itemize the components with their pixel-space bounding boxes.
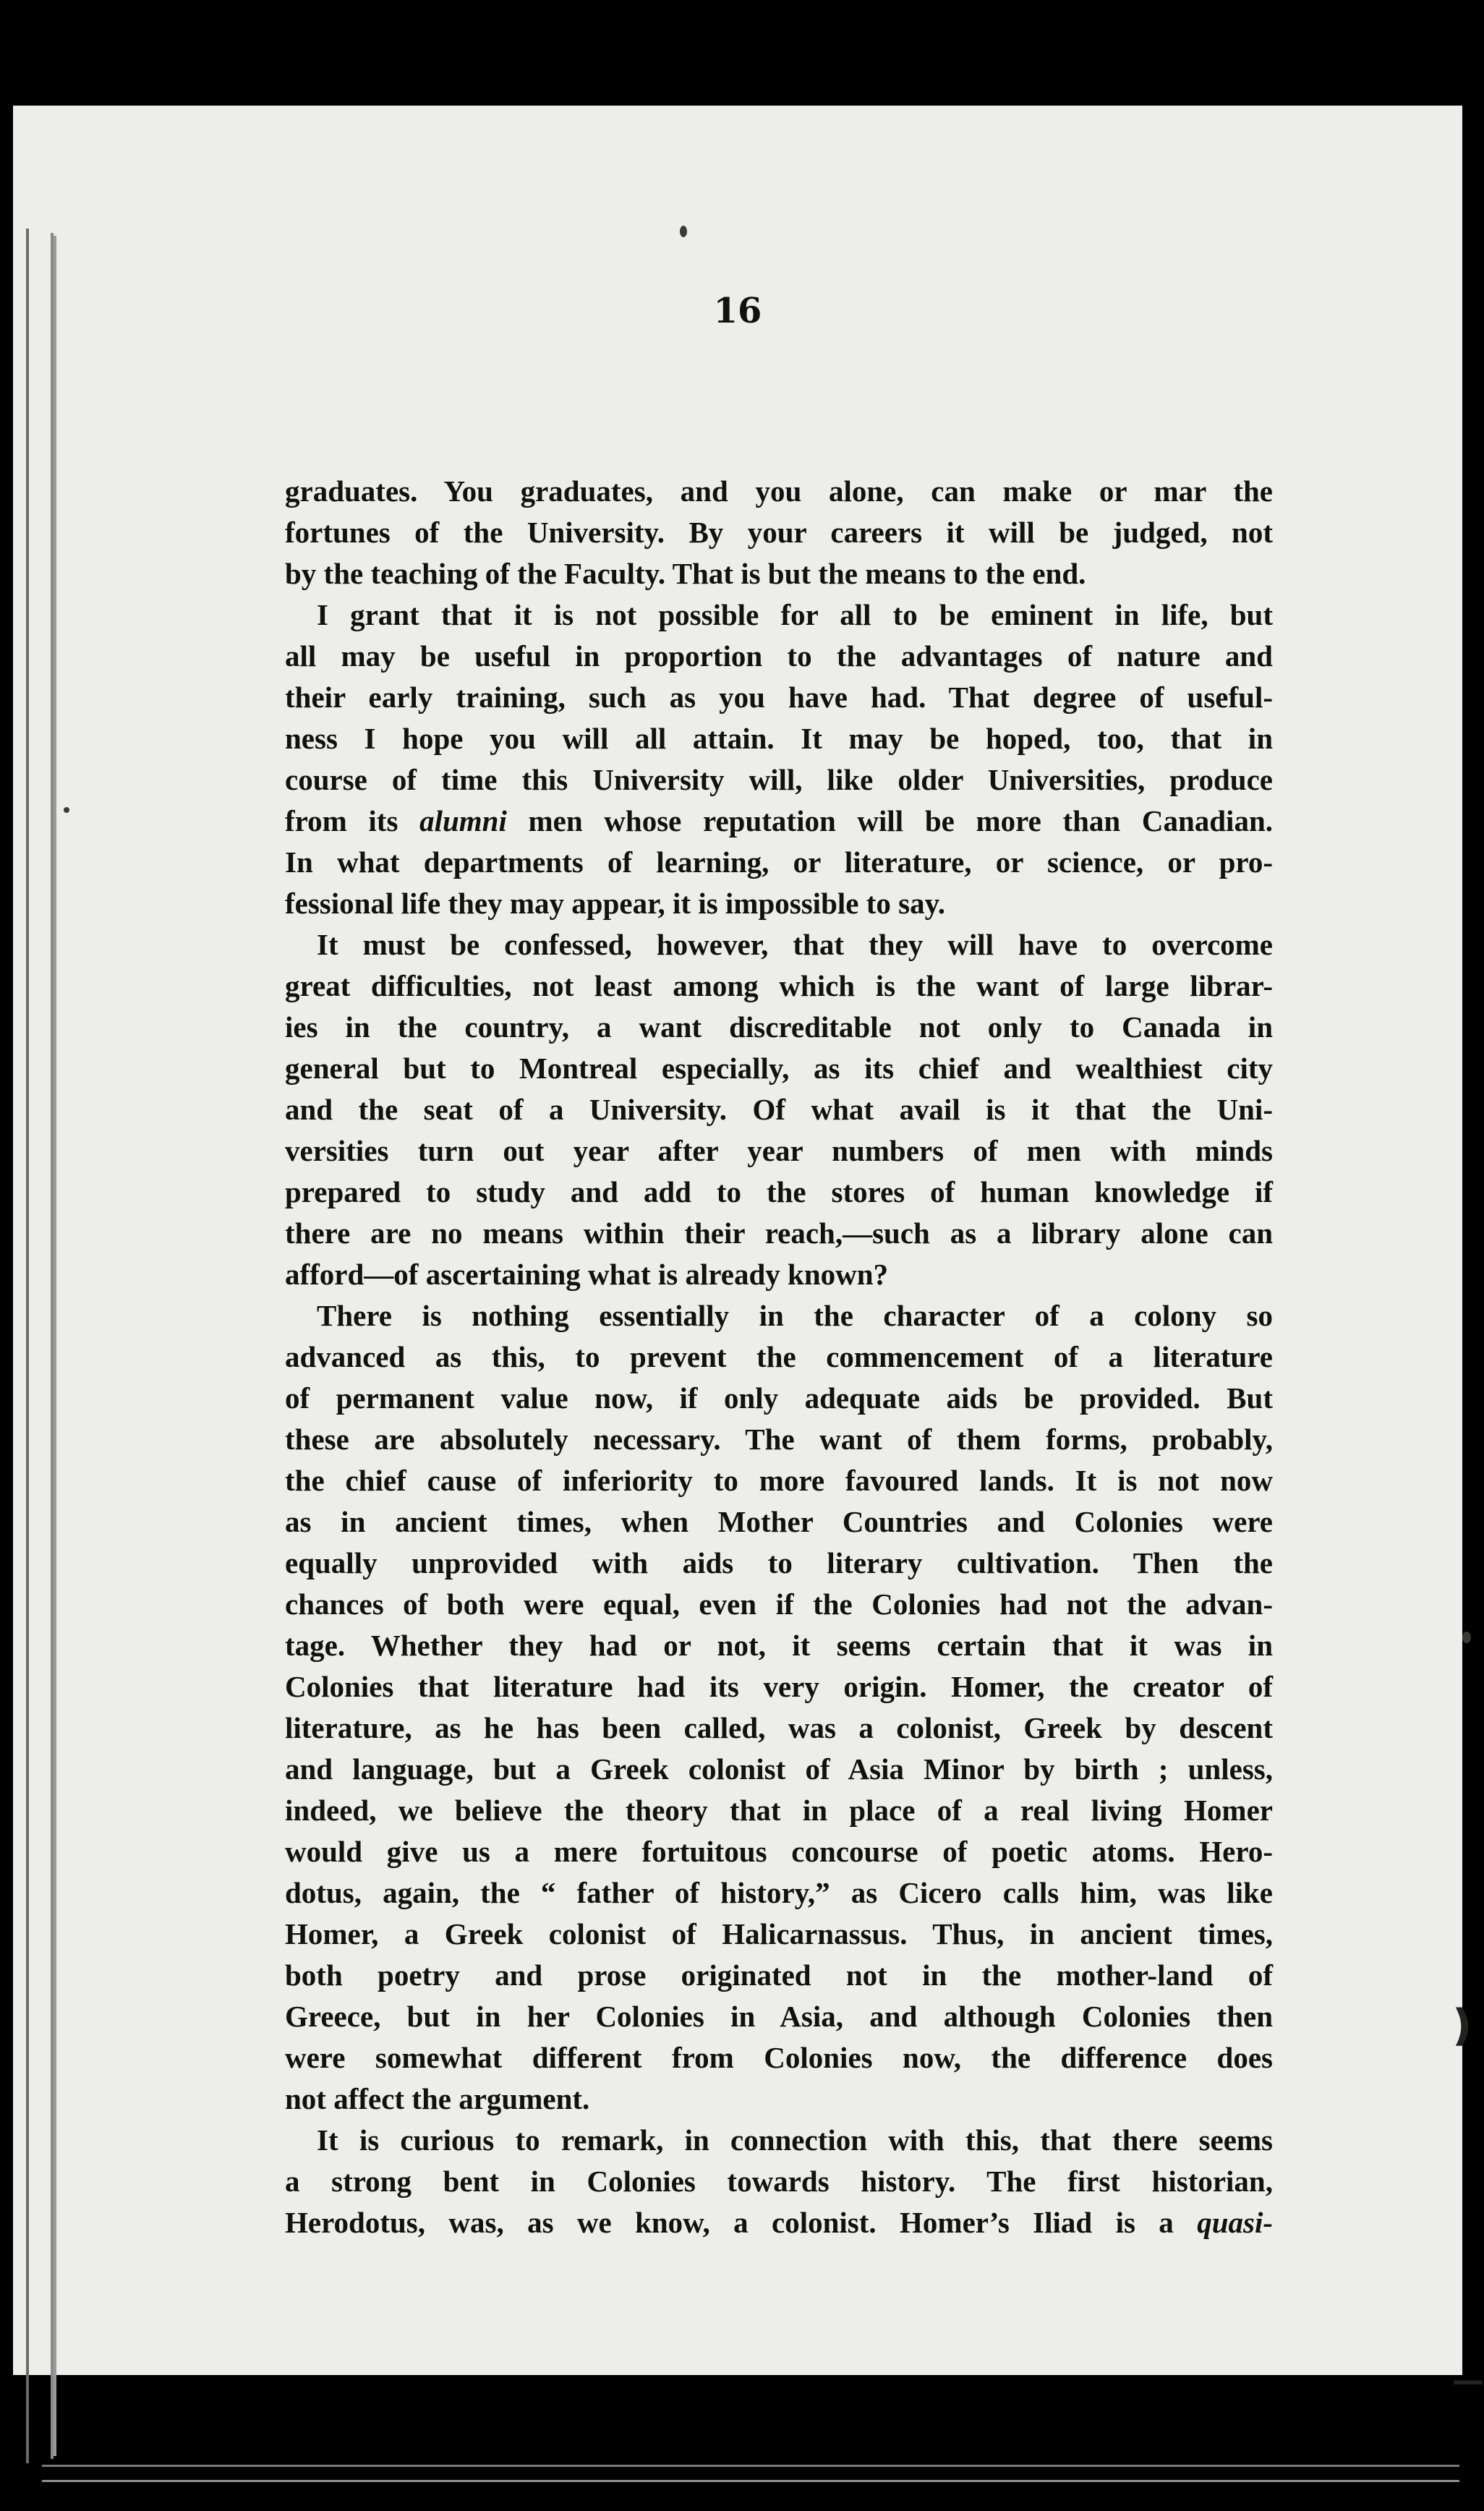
text-line: course of time this University will, like older Universities, produce — [285, 763, 1273, 796]
text-line: Colonies that literature had its very origin. Homer, the creator of — [285, 1670, 1273, 1703]
ink-speck — [680, 226, 687, 237]
italic-text-run: alumni — [419, 804, 507, 837]
text-line: by the teaching of the Faculty. That is but the means to the end. — [285, 557, 1086, 590]
text-line: graduates. You graduates, and you alone, can make or mar the — [285, 474, 1273, 508]
text-line: I grant that it is not possible for all to be eminent in life, but — [317, 598, 1273, 631]
text-line: and language, but a Greek colonist of Asia Minor by birth ; unless, — [285, 1752, 1273, 1786]
text-line: both poetry and prose originated not in the mother-land of — [285, 1958, 1273, 1992]
text-line: Greece, but in her Colonies in Asia, and although Colonies then — [285, 2000, 1273, 2033]
text-line: great difficulties, not least among which is the want of large librar- — [285, 969, 1273, 1002]
body-text — [285, 471, 1273, 2243]
text-run: from its — [285, 804, 420, 837]
text-line: were somewhat different from Colonies now, the difference does — [285, 2041, 1273, 2074]
text-line: not affect the argument. — [285, 2082, 590, 2115]
text-line: general but to Montreal especially, as its chief and wealthiest city — [285, 1052, 1273, 1085]
text-line: these are absolutely necessary. The want of them forms, probably, — [285, 1423, 1273, 1456]
margin-bracket-mark: — — [1452, 2362, 1484, 2399]
text-line: would give us a mere fortuitous concourse of poetic atoms. Hero- — [285, 1835, 1273, 1868]
text-line: prepared to study and add to the stores of human knowledge if — [285, 1175, 1273, 1208]
text-run: men whose reputation will be more than Canadian. — [506, 804, 1274, 837]
ink-speck — [1462, 1632, 1471, 1643]
text-line: indeed, we believe the theory that in place of a real living Homer — [285, 1794, 1273, 1827]
text-line: versities turn out year after year numbers of men with minds — [285, 1134, 1273, 1167]
text-line — [285, 2202, 1273, 2243]
text-line: ies in the country, a want discreditable not only to Canada in — [285, 1010, 1273, 1044]
text-line: It is curious to remark, in connection with this, that there seems — [317, 2123, 1273, 2157]
text-line: the chief cause of inferiority to more favoured lands. It is not now — [285, 1464, 1273, 1497]
text-line: and the seat of a University. Of what avail is it that the Uni- — [285, 1093, 1273, 1126]
text-line: tage. Whether they had or not, it seems certain that it was in — [285, 1629, 1273, 1662]
page-edge-shadow — [26, 229, 51, 2463]
text-line: of permanent value now, if only adequate aids be provided. But — [285, 1381, 1273, 1415]
text-line: advanced as this, to prevent the commencement of a literature — [285, 1340, 1273, 1373]
text-line: a strong bent in Colonies towards history. The first historian, — [285, 2165, 1273, 2198]
text-line: afford—of ascertaining what is already known? — [285, 1258, 889, 1291]
text-line: chances of both were equal, even if the Colonies had not the advan- — [285, 1587, 1273, 1621]
text-run: Herodotus, was, as we know, a colonist. Homer’s Iliad is a — [285, 2206, 1198, 2239]
text-line: ness I hope you will all attain. It may be hoped, too, that in — [285, 722, 1273, 755]
margin-bracket-mark: ) — [1452, 2000, 1472, 2051]
page-number: 16 — [713, 291, 762, 331]
text-line: fessional life they may appear, it is impossible to say. — [285, 887, 946, 920]
text-line: literature, as he has been called, was a colonist, Greek by descent — [285, 1711, 1273, 1744]
italic-text-run: quasi- — [1197, 2206, 1273, 2239]
text-line: There is nothing essentially in the character of a colony so — [317, 1299, 1273, 1332]
text-line: It must be confessed, however, that they will have to overcome — [317, 928, 1273, 961]
text-line: all may be useful in proportion to the advantages of nature and — [285, 639, 1273, 673]
scanned-page — [13, 106, 1484, 2399]
text-line: their early training, such as you have had. That degree of useful- — [285, 681, 1273, 714]
text-line: dotus, again, the “ father of history,” as Cicero calls him, was like — [285, 1876, 1273, 1909]
text-line — [285, 801, 1273, 842]
text-line: there are no means within their reach,—such as a library alone can — [285, 1216, 1273, 1250]
text-line: equally unprovided with aids to literary cultivation. Then the — [285, 1546, 1273, 1580]
page-bottom-edge — [42, 2465, 1459, 2482]
text-line: fortunes of the University. By your careers it will be judged, not — [285, 516, 1273, 549]
ink-speck — [64, 807, 69, 813]
text-line: In what departments of learning, or literature, or science, or pro- — [285, 845, 1273, 879]
text-line: Homer, a Greek colonist of Halicarnassus. Thus, in ancient times, — [285, 1917, 1273, 1951]
text-line: as in ancient times, when Mother Countries and Colonies were — [285, 1505, 1273, 1538]
